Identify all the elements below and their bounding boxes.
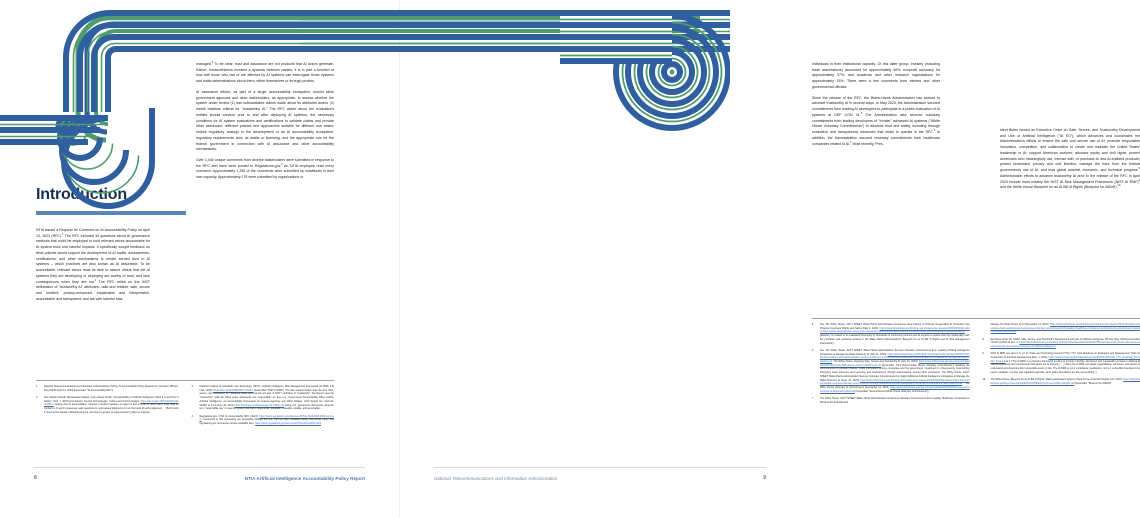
footnote-column-1 — [812, 323, 970, 408]
footnote-number — [983, 323, 988, 334]
section-heading — [36, 186, 196, 215]
footnote — [983, 323, 1140, 334]
footnote-column-1 — [36, 385, 179, 429]
footnote-link[interactable]: https://doi.org/10.6028/NIST.AI.100-1 — [213, 388, 254, 392]
footnote-text: Manage the Risks Posed by AI (December 14, 2023), https://www.whitehouse.gov/briefing-room/statements-releases/2023/12/14/fact-sheet-biden-harris-administration-announces-voluntary-commitments-from-leading-healthcare-companies-to-harness-the-potential-and-manage-the-risks-posed-by-ai/. — [990, 323, 1140, 334]
footnote-link[interactable]: https://www.regulations.gov/document/NTIA-2023-0005-0001/comment — [199, 414, 334, 422]
footnote — [983, 378, 1140, 385]
footnote — [983, 338, 1140, 349]
right-page-column-2 — [1000, 128, 1140, 196]
footnote-link[interactable]: https://www.whitehouse.gov/briefing-room/statements-releases/2023/07/21/fact-sheet-biden-harris-administration-secures-voluntary-commitments-from-leading-artificial-intelligence-companies-to-manage-the-risks-posed-by-ai/ — [820, 352, 970, 363]
title-underline-rule — [36, 211, 186, 215]
footnote — [36, 385, 179, 392]
footnote-link[interactable]: https://www.nist.gov/system/files/documents/2022/12/04/Joint_TTC_Roadmap_Dec2022_Final.pdf — [990, 356, 1140, 363]
footnote-link[interactable]: https://www.whitehouse.gov/briefing-room/statements-releases/2023/09/12/fact-sheet-biden-harris-administration-secures-voluntary-commitments-from-eight-additional-artificial-intelligence-companies-to-manage-the-risks-posed-by-ai/ — [820, 378, 970, 386]
footnote-text: National Institute of Standards and Technology (NIST), Artificial Intelligence Risk Management Framework (AI RMF 1.0) (Jan. 2023), https://doi.org/10.6028/NIST.AI.100-1 [hereinafter "NIST AI RMF"]. The later adopted AI EO uses the term "safe, secure, and trustworthy AI." Because safety and security are part of NIST's definition of "trustworthy," this Report uses the "trustworthy" catch-all. Other policy documents use "responsible" AI. See, e.g., Government Accountability Office (GAO), Artificial Intelligence: An Accountability Framework for Federal Agencies and Other Entities, GAO Report No. GAO-21-519SP, at 24-4 (June 30, 2021) https://www.gao.gov/assets/gao-21-519sp.pdf (citing U.S. government documents using the term "responsible use" to mean AI system use that is responsible, equitable, traceable, reliable, and governable). — [199, 385, 334, 411]
left-page-footer — [34, 472, 365, 484]
footnote — [192, 415, 335, 426]
footnote-text: NIST AI RMF, see also U.S. C.I.O. Trade and Technology Council (TTC), TTC Joint Roadmap on Evaluation and Measurement Tools for Trustworthy AI and Risk Management (Dec. 1, 2022), https://www.nist.gov/system/files/documents/2022/12/04/Joint_TTC_Roadmap_Dec2022_Final.pdf at 3 ("The AI RMF is a voluntary framework seeking to provide a flexible, structured, and measurable process to address AI risks prospectively and continuously throughout the AI lifecycle [. . .] Using the AI RMF can assist organizations, industries, and society to understand and determine their acceptable levels of risk. The AI RMF is not a compliance mechanism, nor is it a checklist intended to be used in isolation. It is law- and regulation-agnostic, as AI policy discussions are live and evolving."). — [990, 352, 1140, 374]
footer-divider — [434, 467, 766, 468]
footnote-link[interactable]: https://www.gao.gov/assets/gao-21-519sp.pdf — [234, 403, 284, 407]
footnote-number: 3 — [191, 385, 193, 388]
footnote-link[interactable]: https://www.whitehouse.gov/wp-content/uploads/2022/10/Blueprint-for-an-AI-Bill-of-Rights.pdf — [990, 378, 1140, 385]
footer-label: NTIA Artificial Intelligence Accountability Policy Report — [244, 475, 365, 481]
footnote — [36, 396, 179, 415]
body-paragraph: NTIA issued a Request for Comment on AI Accountability Policy on April 13, 2023 (RFC).$^1$ The RFC included 34 questions about AI governance methods that could be employed to hold relevant actors accountable for AI system risks and harmful impacts. It specifically sought feedback on what policies would support the development of AI audits, assessments, certifications, and other mechanisms to create earned trust in AI systems – which practices are also known as AI assurance. To be accountable, relevant actors must be able to assure others that the AI systems they are developing or deploying are worthy of trust, and face consequences when they are not.$^2$ The RFC relied on the NIST delineation of "trustworthy AI" attributes: valid and reliable, safe, secure and resilient, privacy-enhanced, explainable and interpretable, accountable and transparent, and fair with harmful bias — [36, 228, 150, 301]
footnote-number: 10 — [982, 378, 986, 382]
footnote-divider — [36, 380, 334, 381]
right-page-column-1 — [812, 62, 940, 152]
footnote-number: 2 — [36, 395, 38, 399]
page-number: 8 — [34, 475, 37, 481]
footnote-number: 6 — [812, 348, 814, 352]
footnote — [983, 352, 1140, 374]
footnote-number: 4 — [191, 414, 193, 418]
footnote-text: National Telecommunications and Information Administration (NTIA), AI Accountability Policy Request for Comment, 88 Fed. Reg 22433 (April 13, 2023) [hereinafter "AI Accountability RFC"]. — [44, 385, 179, 392]
body-paragraph: Over 1,440 unique comments from diverse stakeholders were submitted in response to the RFC and have been posted to Regulations.gov.$^4$ An NTIA employee read every comment. Approximately 1,250 of the comments were submitted by individuals in their own capacity. Approximately 175 were submitted by organizations or — [196, 158, 334, 180]
footnote-link[interactable]: https://www.whitehouse.gov/briefing-room/statements-releases/2023/05/04/fact-sheet-biden-harris-administration-announces-new-actions-to-promote-responsible-ai-innovation-that-protects-americans-rights-and-safety/ — [820, 326, 970, 334]
body-paragraph: AI assurance efforts, as part of a larger accountability ecosystem, should allow government agencies and other stakeholders, as appropriate, to assess whether the system under review (1) has substantiated claims made about its attributes and/or (2) meets baseline criteria for "trustworthy AI." The RFC asked about the evaluations entities should conduct prior to and after deploying AI systems; the necessary conditions for AI system evaluations and certifications to validate claims and provide other assurance; different policies and approaches suitable for different use cases; helpful regulatory analogs in the development of an AI accountability ecosystem; regulatory requirements such as audits or licensing; and the appropriate role for the federal government in connection with AI assurance and other accountability mechanisms. — [196, 89, 334, 152]
footnote-text: The White House, Blueprint for an AI Bill of Rights: Making Automated Systems Work for the American People (Oct. 2022), https://www.whitehouse.gov/wp-content/uploads/2022/10/Blueprint-for-an-AI-Bill-of-Rights.pdf [hereinafter "Blueprint for AIBoR"]. — [990, 378, 1140, 385]
body-paragraph: Since the release of the RFC, the Biden-Harris Administration has worked to advance trustworthy AI in several ways. In May 2023, the Administration secured commitments from leading AI developers to participate in a public evaluation of AI systems at DEF CON 31.$^5$ The Administration also secured voluntary commitments from leading developers of "frontier" advanced AI systems ("White House Voluntary Commitments") to advance trust and safety, including through evaluation and transparency measures that relate to queries in the RFC.$^6$ In addition, the Administration secured voluntary commitments from healthcare companies related to AI.$^7$ Most recently, Pres- — [812, 95, 940, 146]
footnote-number: 5 — [812, 323, 814, 326]
footnote-column-2 — [983, 323, 1140, 408]
footnote-number: 8 — [982, 337, 984, 341]
footnote-link[interactable]: https://www.whitehouse.gov/briefing-room/statements-releases/2023/12/14/fact-sheet-biden-harris-administration-announces-voluntary-commitments-from-leading-healthcare-companies-to-harness-the-potential-and-manage-the-risks-posed-by-ai/ — [990, 323, 1140, 334]
right-page-footnotes — [812, 318, 1140, 408]
footnote — [812, 397, 970, 404]
footer-divider — [34, 467, 365, 468]
left-page — [0, 0, 400, 518]
body-paragraph: ident Biden issued an Executive Order on Safe, Secure, and Trustworthy Development and Use of Artificial Intelligence ("AI EO"), which advances and coordinates the Administration's efforts to ensure the safe and secure use of AI; promote responsible innovation, competition, and collaboration to create and maintain the United States' leadership in AI; support American workers; advance equity and civil rights; protect Americans who meaningfully use, interact with, or purchase AI and AI-enabled products; protect Americans' privacy and civil liberties; manage the risks from the federal government's use of AI; and lead global societal, economic, and technical progress.$^8$ Administration efforts to advance trustworthy AI prior to the release of the RFC in April 2023 include most notably the NIST AI Risk Management Framework (NIST AI RMF)$^9$ and the White House Blueprint for an AI Bill of Rights (Blueprint for AIBoR).$^{10}$ — [1000, 128, 1140, 190]
right-page-footer — [434, 472, 766, 484]
page-title: Introduction — [36, 186, 127, 203]
left-page-footnotes — [36, 380, 334, 429]
footnote-divider — [812, 318, 1140, 319]
footnote-text: See Claudio Novelli, Mariarosaria Taddeo, and Luciano Floridi, "Accountability in Artificial Intelligence: What It is and How It Works," (Feb. 7, 2023) AI & Society: Journal of Knowledge, Culture and Communication, https://doi.org/10.1007/s00146-023-01635-y (stating that AI accountability "denotes a relation between an agent A and a forum F, such that A must fulfill its conduct to F, and F possesses, asks questions to, and passes judgment on A on the basis of such judgement . . . Both A and F need not be natural, individual persons, and may be groups or legal persons") (italics in original). — [44, 395, 179, 414]
right-page — [400, 0, 1140, 518]
footer-label: National Telecommunications and Information Administration — [434, 475, 558, 481]
footnote-number: 9 — [982, 352, 984, 356]
footnote-text: See The White House, FACT SHEET: Biden-Harris Administration Announces New Actions to Promote Responsible AI Innovation that Protects Americans' Rights and Safety (May 4, 2023), https://www.whitehouse.gov/briefing-room/statements-releases/2023/05/04/fact-sheet-biden-harris-administration-announces-new-actions-to-promote-responsible-ai-innovation-that-protects-americans-rights-and-safety/ (allowing "AI models to be evaluated thoroughly by thousands of community partners and AI experts to explore how the models align with the principles and practices outlined in the Biden-Harris Administration's Blueprint for an AI Bill of Rights and AI Risk Management Framework"). — [820, 323, 970, 345]
footnote-text: The White House, FACT SHEET: Biden-Harris Administration Announces Voluntary Commitments from Leading Healthcare Companies to Harness the Potential and — [820, 396, 970, 404]
footnote-number: 7 — [812, 396, 814, 400]
footnote — [812, 323, 970, 345]
footnote — [812, 349, 970, 394]
body-paragraph: individuals in their institutional capacity. Of this latter group, industry (including trade associations) accounted for approximately 48%, nonprofit advocacy for approximately 37%, and academic and other research organizations for approximately 15%. There were a few comments from elected and other governmental officials. — [812, 62, 940, 89]
body-paragraph: managed.$^3$ To be clear, trust and assurance are not products that AI actors generate. Rather, trustworthiness involves a dynamic between parties; it is in part a function of how well those who use or are affected by AI systems can interrogate those systems and make determinations about them, either themselves or through proxies. — [196, 60, 334, 84]
footnote-text: See The White House, FACT SHEET: Biden-Harris Administration Secures Voluntary Commitments from Leading Artificial Intelligence Companies to Manage the Risks Posed by AI (July 21, 2023), https://www.whitehouse.gov/briefing-room/statements-releases/2023/07/21/fact-sheet-biden-harris-administration-secures-voluntary-commitments-from-leading-artificial-intelligence-companies-to-manage-the-risks-posed-by-ai/; The White House, Ensuring Safe, Secure and Trustworthy AI (July 21, 2023), https://www.whitehouse.gov/wp-content/uploads/2023/07/Ensuring-Safe-Secure-and-Trustworthy-AI.pdf [hereinafter "First Round White House Voluntary Commitments"] (detailing the commitments to red-team models, share information among companies and the government, investment in cybersecurity, incentivizing third-party issue discovery and reporting, and transparency through watermarking, among other provisions). The White House, FACT SHEET: Biden-Harris Administration Secures Voluntary Commitments from Eight Additional Artificial Intelligence Companies to Manage the Risks Posed by AI (Sept. 12, 2023), https://www.whitehouse.gov/briefing-room/statements-releases/2023/09/12/fact-sheet-biden-harris-administration-secures-voluntary-commitments-from-eight-additional-artificial-intelligence-companies-to-manage-the-risks-posed-by-ai/; The White House Voluntary AI Commitments (September 12, 2023), https://www.whitehouse.gov/wp-content/uploads/2023/09/Voluntary-AI-Commitments-September-2023.pdf [hereinafter "Second Round White House Voluntary Commitments"]. — [820, 348, 970, 393]
footnote-link[interactable]: https://www.whitehouse.gov/wp-content/uploads/2023/07/Ensuring-Safe-Secure-and-Trustworthy-AI.pdf — [820, 359, 970, 367]
footnote-text: Regulations.gov, NTIA AI Accountability RFC (2023), https://www.regulations.gov/document/NTIA-2023-0005-0001/comment. Comments in this proceeding are accessible through this link, with an index available linking commenter name with regulations.gov commenter number available here: https://www.regulations.gov/document/NTIA-2023-0005-1452. — [199, 414, 334, 425]
footnote — [192, 385, 335, 411]
footnote-link[interactable]: https://www.whitehouse.gov/wp-content/uploads/2023/09/Voluntary-AI-Commitments-September-2023.pdf — [820, 386, 970, 393]
footnote-column-2 — [192, 385, 335, 429]
footnote-number: 1 — [36, 385, 38, 388]
footnote-text: Executive Order No. 14110, Safe, Secure, and Trustworthy Development and Use of Artificial Intelligence, 88 Fed. Reg. 75191 [hereinafter "AI EO"] (2023) at Sec. 2, https://www.whitehouse.gov/briefing-room/presidential-actions/2023/10/30/executive-order-on-the-safe-secure-and-trustworthy-development-and-use-of-artificial-intelligence/. — [990, 337, 1140, 349]
left-page-column-2 — [196, 62, 334, 186]
footnote-link[interactable]: https://www.whitehouse.gov/briefing-room/presidential-actions/2023/10/30/executive-order-on-the-safe-secure-and-trustworthy-development-and-use-of-artificial-intelligence/ — [990, 341, 1140, 349]
footnote-link[interactable]: https://doi.org/10.1007/s00146-023-01635-y — [44, 399, 179, 407]
page-number: 9 — [763, 475, 766, 481]
footnote-link[interactable]: https://www.regulations.gov/document/NTIA-2023-0005-1452 — [255, 421, 322, 425]
left-page-column-1 — [36, 228, 150, 308]
